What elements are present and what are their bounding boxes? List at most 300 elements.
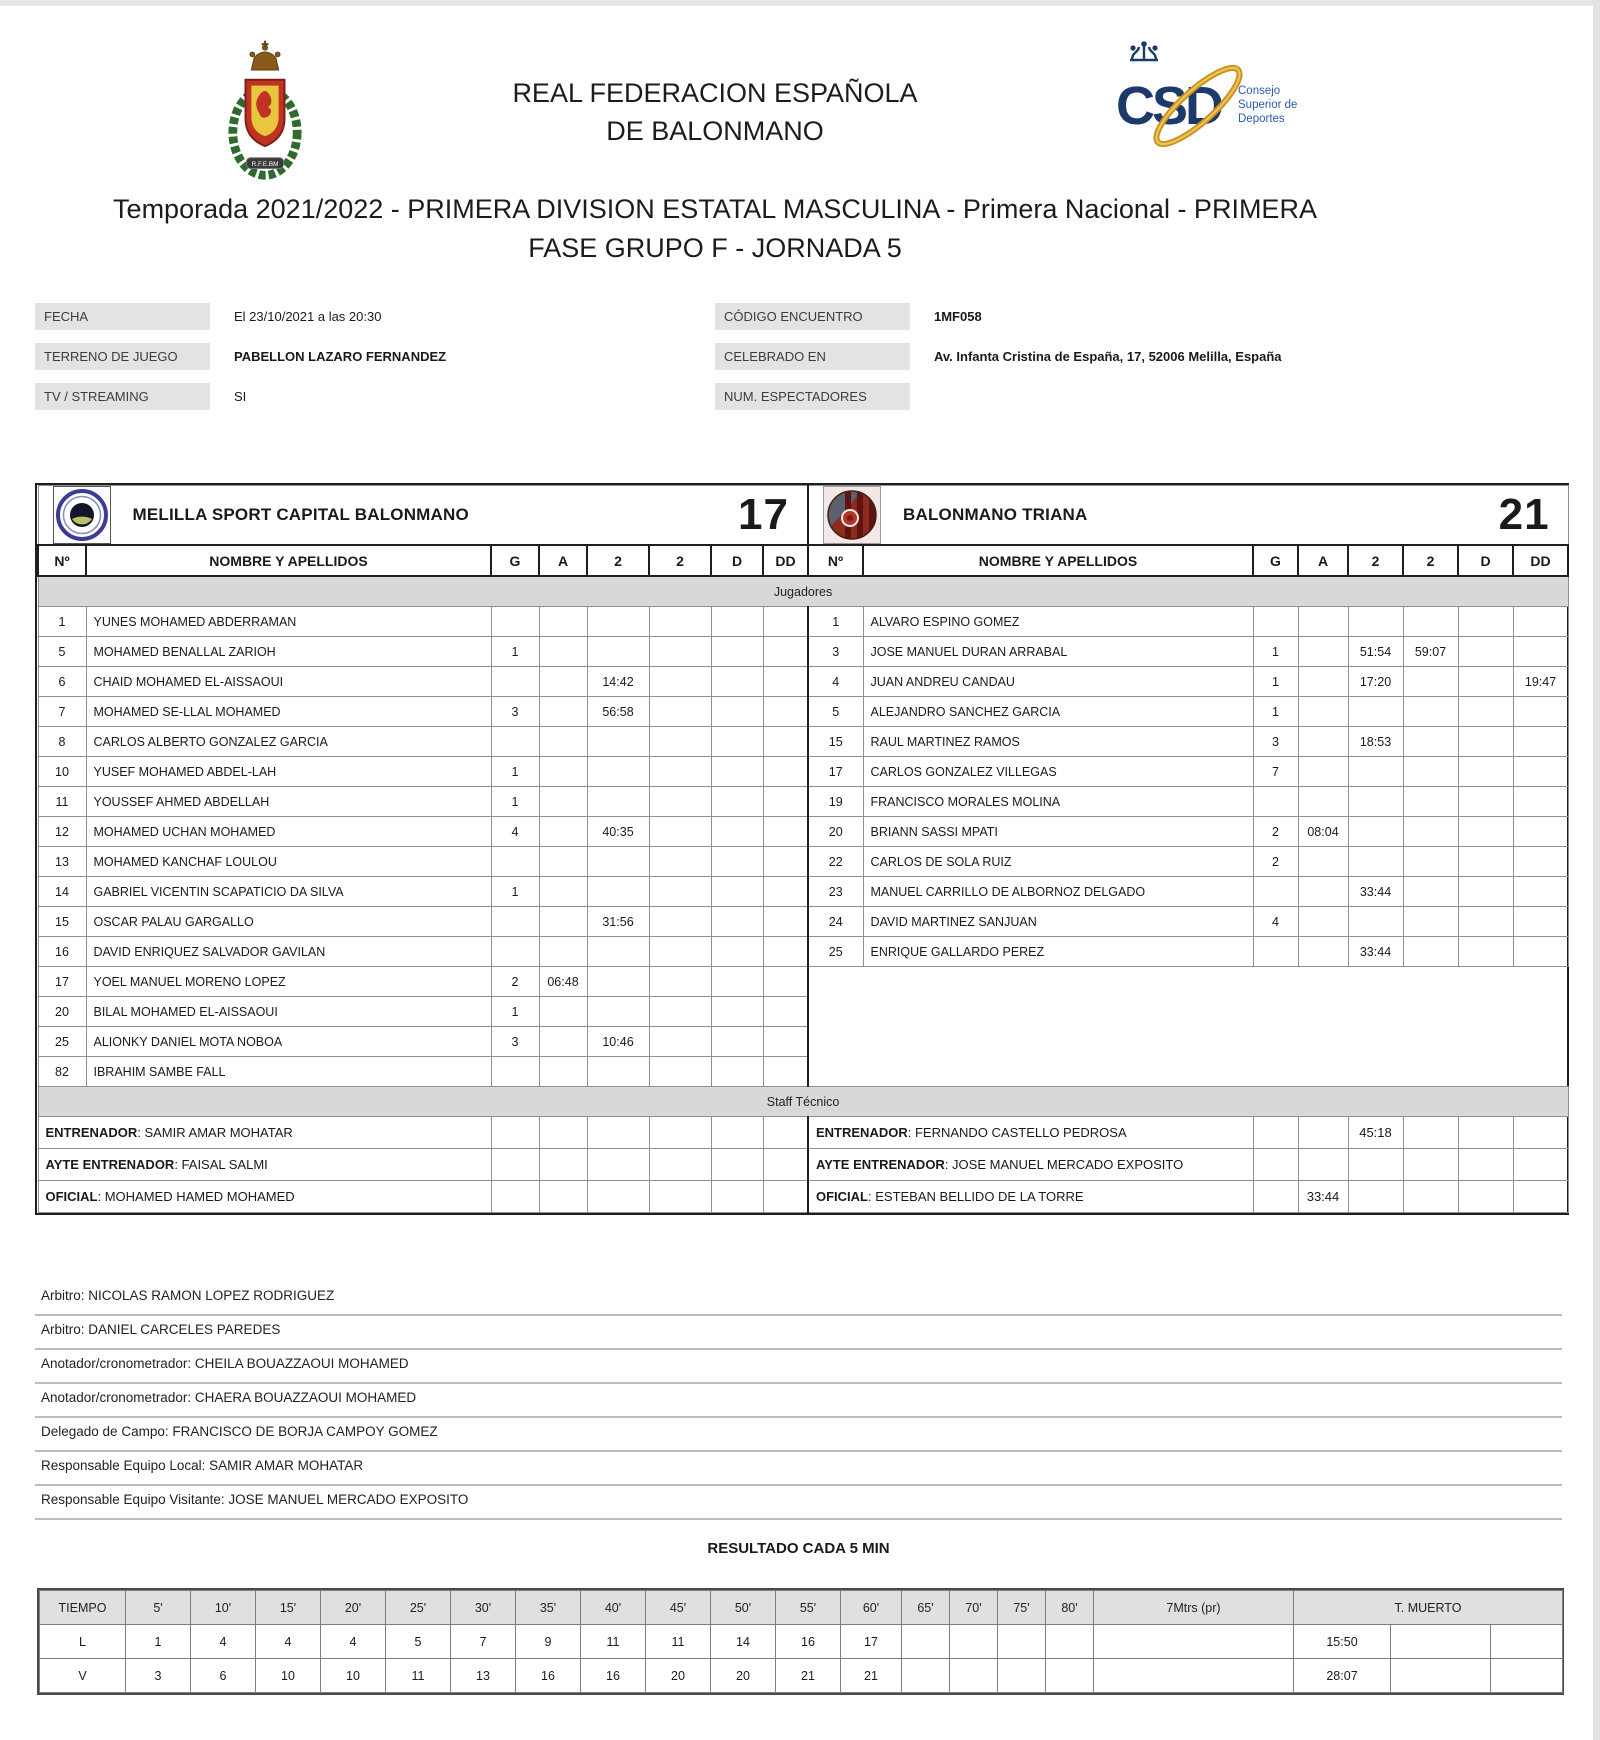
result-interval-header: 75' xyxy=(998,1591,1046,1625)
player-stat-cell xyxy=(1403,937,1458,967)
player-name-cell: RAUL MARTINEZ RAMOS xyxy=(863,727,1253,757)
result-value-cell xyxy=(902,1625,950,1659)
player-stat-cell xyxy=(763,787,808,817)
player-stat-cell xyxy=(1298,787,1348,817)
csd-acronym: CSD xyxy=(1116,76,1222,136)
player-stat-cell xyxy=(1513,637,1568,667)
roster-column-header: 2 xyxy=(1403,545,1458,576)
player-stat-cell: 33:44 xyxy=(1348,877,1403,907)
empty-cell xyxy=(863,967,1253,997)
result-interval-header: 80' xyxy=(1046,1591,1094,1625)
player-name-cell: CARLOS GONZALEZ VILLEGAS xyxy=(863,757,1253,787)
player-name-cell: MOHAMED BENALLAL ZARIOH xyxy=(86,637,491,667)
result-value-cell xyxy=(1046,1659,1094,1693)
player-stat-cell: 1 xyxy=(491,787,539,817)
result-value-cell xyxy=(1094,1659,1294,1693)
player-name-cell: ALIONKY DANIEL MOTA NOBOA xyxy=(86,1027,491,1057)
player-stat-cell xyxy=(763,757,808,787)
empty-cell xyxy=(1513,967,1568,997)
player-stat-cell: 31:56 xyxy=(587,907,649,937)
empty-cell xyxy=(1403,997,1458,1027)
result-value-cell xyxy=(1094,1625,1294,1659)
player-stat-cell xyxy=(649,967,711,997)
player-stat-cell xyxy=(539,667,587,697)
player-stat-cell xyxy=(587,877,649,907)
player-stat-cell xyxy=(1513,907,1568,937)
player-stat-cell xyxy=(1513,847,1568,877)
player-row xyxy=(38,877,1568,907)
competition-title xyxy=(0,190,1430,268)
player-stat-cell xyxy=(1298,847,1348,877)
player-stat-cell xyxy=(763,967,808,997)
player-stat-cell xyxy=(711,727,763,757)
player-stat-cell xyxy=(1298,667,1348,697)
player-name-cell: IBRAHIM SAMBE FALL xyxy=(86,1057,491,1087)
roster-column-header: G xyxy=(491,545,539,576)
empty-cell xyxy=(1253,967,1298,997)
info-field-value: 1MF058 xyxy=(934,309,982,324)
crest-caption: R.F.E.BM xyxy=(251,161,279,169)
result-header-row xyxy=(40,1591,1563,1625)
player-stat-cell: 56:58 xyxy=(587,697,649,727)
csd-org-line2: Superior de xyxy=(1238,99,1298,111)
staff-stat-cell xyxy=(587,1181,649,1213)
player-stat-cell xyxy=(649,847,711,877)
player-stat-cell xyxy=(711,997,763,1027)
result-row-label: V xyxy=(40,1659,126,1693)
away-team-logo xyxy=(823,486,881,544)
result-interval-header: 20' xyxy=(321,1591,386,1625)
staff-stat-cell xyxy=(763,1181,808,1213)
empty-cell xyxy=(808,997,863,1027)
staff-stat-cell xyxy=(1458,1149,1513,1181)
player-stat-cell xyxy=(649,907,711,937)
player-row xyxy=(38,847,1568,877)
player-name-cell: JOSE MANUEL DURAN ARRABAL xyxy=(863,637,1253,667)
staff-stat-cell xyxy=(649,1149,711,1181)
empty-cell xyxy=(808,1057,863,1087)
empty-cell xyxy=(1253,997,1298,1027)
player-stat-cell xyxy=(711,937,763,967)
player-stat-cell xyxy=(1298,607,1348,637)
player-number-cell: 11 xyxy=(38,787,86,817)
result-every-5min-table xyxy=(37,1588,1564,1695)
player-name-cell: ENRIQUE GALLARDO PEREZ xyxy=(863,937,1253,967)
player-stat-cell xyxy=(1458,667,1513,697)
home-team-name: MELILLA SPORT CAPITAL BALONMANO xyxy=(132,505,469,524)
player-stat-cell xyxy=(763,637,808,667)
player-stat-cell xyxy=(491,667,539,697)
staff-stat-cell xyxy=(649,1181,711,1213)
result-value-cell: 1 xyxy=(126,1625,191,1659)
empty-cell xyxy=(1298,967,1348,997)
csd-org-line3: Deportes xyxy=(1238,113,1285,125)
player-stat-cell: 2 xyxy=(491,967,539,997)
empty-cell xyxy=(1403,967,1458,997)
player-number-cell: 19 xyxy=(808,787,863,817)
result-interval-header: 55' xyxy=(776,1591,841,1625)
staff-stat-cell xyxy=(1253,1181,1298,1213)
player-name-cell: BILAL MOHAMED EL-AISSAOUI xyxy=(86,997,491,1027)
player-stat-cell: 1 xyxy=(1253,697,1298,727)
player-number-cell: 1 xyxy=(38,607,86,637)
player-number-cell: 12 xyxy=(38,817,86,847)
staff-row xyxy=(38,1181,1568,1213)
staff-name-cell: AYTE ENTRENADOR: JOSE MANUEL MERCADO EXPOSITO xyxy=(808,1149,1253,1181)
result-value-cell: 11 xyxy=(386,1659,451,1693)
player-row xyxy=(38,817,1568,847)
player-stat-cell xyxy=(539,697,587,727)
player-stat-cell xyxy=(763,667,808,697)
result-value-cell: 5 xyxy=(386,1625,451,1659)
player-stat-cell xyxy=(539,637,587,667)
player-stat-cell xyxy=(1253,787,1298,817)
players-section-band xyxy=(38,576,1568,607)
result-value-cell: 17 xyxy=(841,1625,902,1659)
player-stat-cell xyxy=(539,937,587,967)
player-stat-cell xyxy=(649,697,711,727)
player-stat-cell: 19:47 xyxy=(1513,667,1568,697)
staff-stat-cell xyxy=(539,1149,587,1181)
player-name-cell: CARLOS DE SOLA RUIZ xyxy=(863,847,1253,877)
staff-stat-cell xyxy=(1298,1117,1348,1149)
player-stat-cell xyxy=(1458,817,1513,847)
result-tmuerto-cell xyxy=(1491,1659,1563,1693)
player-stat-cell xyxy=(1513,727,1568,757)
empty-cell xyxy=(1298,1027,1348,1057)
staff-stat-cell xyxy=(763,1149,808,1181)
roster-column-header: D xyxy=(711,545,763,576)
player-stat-cell xyxy=(711,787,763,817)
player-number-cell: 25 xyxy=(808,937,863,967)
player-row xyxy=(38,637,1568,667)
player-stat-cell xyxy=(763,727,808,757)
result-row xyxy=(40,1659,1563,1693)
info-field-label: TV / STREAMING xyxy=(35,383,210,410)
match-table xyxy=(35,483,1569,1215)
player-name-cell: YOEL MANUEL MORENO LOPEZ xyxy=(86,967,491,997)
player-stat-cell xyxy=(587,967,649,997)
player-stat-cell xyxy=(1458,907,1513,937)
player-stat-cell xyxy=(763,697,808,727)
empty-cell xyxy=(1348,1057,1403,1087)
player-stat-cell xyxy=(587,727,649,757)
empty-cell xyxy=(1348,997,1403,1027)
player-stat-cell xyxy=(539,607,587,637)
staff-stat-cell xyxy=(1403,1181,1458,1213)
player-number-cell: 13 xyxy=(38,847,86,877)
empty-cell xyxy=(1458,1027,1513,1057)
info-field-value: Av. Infanta Cristina de España, 17, 52006 Melilla, España xyxy=(934,349,1282,364)
player-stat-cell xyxy=(539,907,587,937)
result-value-cell: 3 xyxy=(126,1659,191,1693)
result-value-cell xyxy=(1046,1625,1094,1659)
player-name-cell: OSCAR PALAU GARGALLO xyxy=(86,907,491,937)
player-stat-cell xyxy=(711,1057,763,1087)
player-stat-cell: 40:35 xyxy=(587,817,649,847)
player-stat-cell xyxy=(1513,937,1568,967)
player-row xyxy=(38,997,1568,1027)
staff-stat-cell xyxy=(587,1149,649,1181)
result-value-cell: 16 xyxy=(581,1659,646,1693)
player-stat-cell xyxy=(539,997,587,1027)
empty-cell xyxy=(808,1027,863,1057)
player-stat-cell xyxy=(491,847,539,877)
staff-name-cell: AYTE ENTRENADOR: FAISAL SALMI xyxy=(38,1149,491,1181)
empty-cell xyxy=(1253,1027,1298,1057)
staff-stat-cell xyxy=(1403,1149,1458,1181)
staff-stat-cell xyxy=(1348,1149,1403,1181)
competition-title-line1: Temporada 2021/2022 - PRIMERA DIVISION ESTATAL MASCULINA - Primera Nacional - PRIMERA xyxy=(113,194,1317,224)
player-row xyxy=(38,697,1568,727)
csd-org-line1: Consejo xyxy=(1238,85,1281,97)
page-right-edge xyxy=(1593,0,1600,1740)
player-stat-cell xyxy=(1298,937,1348,967)
player-stat-cell: 4 xyxy=(491,817,539,847)
player-name-cell: BRIANN SASSI MPATI xyxy=(863,817,1253,847)
player-stat-cell xyxy=(539,1057,587,1087)
player-stat-cell: 1 xyxy=(491,637,539,667)
player-number-cell: 5 xyxy=(38,637,86,667)
result-value-cell: 16 xyxy=(516,1659,581,1693)
result-interval-header: 60' xyxy=(841,1591,902,1625)
player-name-cell: CARLOS ALBERTO GONZALEZ GARCIA xyxy=(86,727,491,757)
staff-name-cell: OFICIAL: ESTEBAN BELLIDO DE LA TORRE xyxy=(808,1181,1253,1213)
player-stat-cell xyxy=(1403,787,1458,817)
info-field-label: TERRENO DE JUEGO xyxy=(35,343,210,370)
player-stat-cell xyxy=(1458,637,1513,667)
result-value-cell xyxy=(998,1625,1046,1659)
staff-stat-cell xyxy=(763,1117,808,1149)
result-interval-header: 35' xyxy=(516,1591,581,1625)
player-stat-cell xyxy=(587,937,649,967)
player-stat-cell xyxy=(1348,847,1403,877)
player-stat-cell xyxy=(491,607,539,637)
info-field xyxy=(715,303,1575,330)
result-tmuerto-cell xyxy=(1491,1625,1563,1659)
player-stat-cell xyxy=(1458,847,1513,877)
player-stat-cell xyxy=(491,907,539,937)
csd-crown-icon xyxy=(1130,42,1158,61)
staff-stat-cell xyxy=(1403,1117,1458,1149)
player-stat-cell xyxy=(1458,877,1513,907)
player-stat-cell xyxy=(763,937,808,967)
player-number-cell: 16 xyxy=(38,937,86,967)
player-stat-cell: 14:42 xyxy=(587,667,649,697)
staff-stat-cell xyxy=(491,1149,539,1181)
empty-cell xyxy=(1403,1027,1458,1057)
player-stat-cell: 4 xyxy=(1253,907,1298,937)
staff-stat-cell xyxy=(1513,1181,1568,1213)
staff-stat-cell xyxy=(1253,1149,1298,1181)
player-number-cell: 8 xyxy=(38,727,86,757)
player-name-cell: ALVARO ESPINO GOMEZ xyxy=(863,607,1253,637)
player-stat-cell xyxy=(1403,667,1458,697)
empty-cell xyxy=(1253,1057,1298,1087)
player-row xyxy=(38,967,1568,997)
player-stat-cell xyxy=(763,877,808,907)
player-stat-cell xyxy=(1458,937,1513,967)
result-value-cell: 11 xyxy=(646,1625,711,1659)
result-value-cell: 21 xyxy=(776,1659,841,1693)
result-value-cell: 10 xyxy=(256,1659,321,1693)
result-interval-header: 45' xyxy=(646,1591,711,1625)
player-stat-cell xyxy=(1403,907,1458,937)
result-time-header: TIEMPO xyxy=(40,1591,126,1625)
empty-cell xyxy=(863,997,1253,1027)
staff-stat-cell xyxy=(491,1181,539,1213)
result-value-cell: 11 xyxy=(581,1625,646,1659)
result-interval-header: 15' xyxy=(256,1591,321,1625)
staff-row xyxy=(38,1117,1568,1149)
roster-column-header: A xyxy=(1298,545,1348,576)
result-value-cell: 10 xyxy=(321,1659,386,1693)
roster-column-header: A xyxy=(539,545,587,576)
player-row xyxy=(38,1057,1568,1087)
player-row xyxy=(38,937,1568,967)
officials-list xyxy=(35,1282,1562,1520)
player-number-cell: 3 xyxy=(808,637,863,667)
player-stat-cell xyxy=(649,727,711,757)
roster-column-header-row xyxy=(38,545,1568,576)
away-team-score: 21 xyxy=(1498,490,1550,539)
match-info-left xyxy=(35,303,685,423)
result-value-cell: 16 xyxy=(776,1625,841,1659)
official-row: Delegado de Campo: FRANCISCO DE BORJA CAMPOY GOMEZ xyxy=(35,1418,1562,1452)
empty-cell xyxy=(1403,1057,1458,1087)
staff-stat-cell xyxy=(711,1149,763,1181)
player-stat-cell xyxy=(711,967,763,997)
player-stat-cell: 1 xyxy=(491,877,539,907)
player-stat-cell xyxy=(539,757,587,787)
player-stat-cell: 51:54 xyxy=(1348,637,1403,667)
player-stat-cell xyxy=(1298,727,1348,757)
player-stat-cell xyxy=(711,877,763,907)
player-stat-cell xyxy=(711,637,763,667)
player-stat-cell xyxy=(539,787,587,817)
player-stat-cell xyxy=(711,697,763,727)
staff-stat-cell: 45:18 xyxy=(1348,1117,1403,1149)
team-header-row xyxy=(38,486,1568,546)
player-stat-cell xyxy=(1403,847,1458,877)
player-stat-cell xyxy=(649,607,711,637)
player-stat-cell xyxy=(763,907,808,937)
result-tmuerto-header: T. MUERTO xyxy=(1294,1591,1563,1625)
player-stat-cell xyxy=(539,1027,587,1057)
staff-name-cell: ENTRENADOR: SAMIR AMAR MOHATAR xyxy=(38,1117,491,1149)
player-stat-cell xyxy=(587,997,649,1027)
player-stat-cell xyxy=(1513,787,1568,817)
result-value-cell: 6 xyxy=(191,1659,256,1693)
player-stat-cell xyxy=(539,877,587,907)
player-stat-cell xyxy=(1348,607,1403,637)
result-row xyxy=(40,1625,1563,1659)
result-tmuerto-cell: 28:07 xyxy=(1294,1659,1391,1693)
player-stat-cell xyxy=(1513,757,1568,787)
home-team-score: 17 xyxy=(738,490,789,539)
roster-column-header: DD xyxy=(763,545,808,576)
player-stat-cell xyxy=(711,667,763,697)
player-number-cell: 4 xyxy=(808,667,863,697)
player-stat-cell xyxy=(763,847,808,877)
player-stat-cell xyxy=(711,757,763,787)
player-stat-cell: 17:20 xyxy=(1348,667,1403,697)
player-name-cell: FRANCISCO MORALES MOLINA xyxy=(863,787,1253,817)
roster-column-header: D xyxy=(1458,545,1513,576)
player-number-cell: 24 xyxy=(808,907,863,937)
result-interval-header: 5' xyxy=(126,1591,191,1625)
empty-cell xyxy=(1513,997,1568,1027)
player-number-cell: 5 xyxy=(808,697,863,727)
player-stat-cell: 2 xyxy=(1253,847,1298,877)
roster-column-header: 2 xyxy=(1348,545,1403,576)
player-stat-cell xyxy=(649,1057,711,1087)
result-row-label: L xyxy=(40,1625,126,1659)
empty-cell xyxy=(863,1057,1253,1087)
player-stat-cell xyxy=(649,877,711,907)
official-row: Arbitro: NICOLAS RAMON LOPEZ RODRIGUEZ xyxy=(35,1282,1562,1316)
roster-column-header: 2 xyxy=(649,545,711,576)
player-stat-cell xyxy=(1298,907,1348,937)
player-stat-cell xyxy=(1403,877,1458,907)
info-field-label: NUM. ESPECTADORES xyxy=(715,383,910,410)
player-number-cell: 14 xyxy=(38,877,86,907)
result-value-cell: 4 xyxy=(321,1625,386,1659)
roster-column-header: DD xyxy=(1513,545,1568,576)
staff-name-cell: OFICIAL: MOHAMED HAMED MOHAMED xyxy=(38,1181,491,1213)
result-value-cell xyxy=(950,1659,998,1693)
player-stat-cell xyxy=(539,727,587,757)
player-stat-cell xyxy=(763,1027,808,1057)
player-name-cell: GABRIEL VICENTIN SCAPATICIO DA SILVA xyxy=(86,877,491,907)
player-stat-cell: 08:04 xyxy=(1298,817,1348,847)
federation-title-line2: DE BALONMANO xyxy=(606,116,824,146)
result-interval-header: 50' xyxy=(711,1591,776,1625)
player-stat-cell xyxy=(649,997,711,1027)
player-stat-cell: 1 xyxy=(1253,637,1298,667)
player-stat-cell: 3 xyxy=(491,697,539,727)
empty-cell xyxy=(1513,1057,1568,1087)
player-number-cell: 17 xyxy=(808,757,863,787)
player-stat-cell xyxy=(711,907,763,937)
staff-stat-cell xyxy=(1253,1117,1298,1149)
player-stat-cell xyxy=(1513,877,1568,907)
empty-cell xyxy=(863,1027,1253,1057)
info-field-label: CELEBRADO EN xyxy=(715,343,910,370)
player-stat-cell: 10:46 xyxy=(587,1027,649,1057)
player-stat-cell xyxy=(587,757,649,787)
player-stat-cell xyxy=(649,1027,711,1057)
player-number-cell: 22 xyxy=(808,847,863,877)
result-value-cell: 20 xyxy=(711,1659,776,1693)
player-stat-cell xyxy=(1253,937,1298,967)
player-stat-cell: 2 xyxy=(1253,817,1298,847)
result-value-cell: 4 xyxy=(191,1625,256,1659)
player-stat-cell xyxy=(587,607,649,637)
player-stat-cell xyxy=(649,787,711,817)
roster-column-header: 2 xyxy=(587,545,649,576)
info-field-value: PABELLON LAZARO FERNANDEZ xyxy=(234,349,447,364)
player-stat-cell xyxy=(1348,787,1403,817)
player-stat-cell xyxy=(1403,817,1458,847)
staff-stat-cell xyxy=(539,1117,587,1149)
staff-stat-cell xyxy=(1513,1117,1568,1149)
player-stat-cell: 3 xyxy=(491,1027,539,1057)
empty-cell xyxy=(1458,967,1513,997)
player-row xyxy=(38,787,1568,817)
roster-column-header: G xyxy=(1253,545,1298,576)
player-stat-cell xyxy=(649,637,711,667)
